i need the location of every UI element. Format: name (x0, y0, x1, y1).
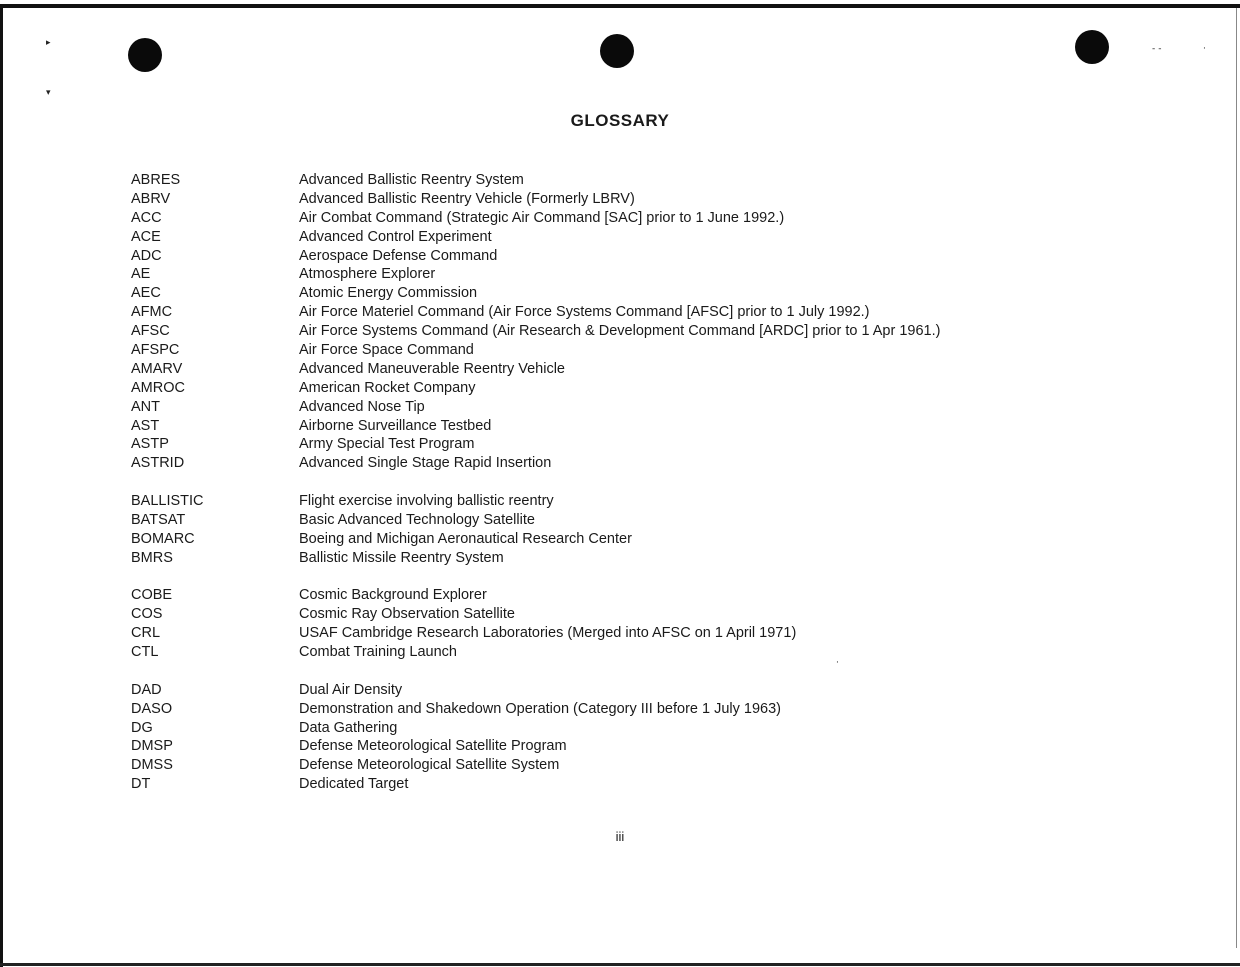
glossary-definition: Flight exercise involving ballistic reentry (299, 493, 554, 510)
glossary-abbreviation: BMRS (131, 549, 173, 566)
glossary-definition: Air Force Systems Command (Air Research & Development Command [ARDC] prior to 1 Apr 1961.) (299, 323, 941, 340)
glossary-entry (131, 228, 1131, 247)
glossary-definition: Aerospace Defense Command (299, 247, 498, 264)
glossary-entry (131, 737, 1131, 756)
glossary-definition: Advanced Ballistic Reentry System (299, 172, 524, 188)
page-title: GLOSSARY (570, 111, 670, 130)
glossary-definition: Atmosphere Explorer (299, 266, 436, 283)
punch-hole-center (600, 34, 634, 68)
punch-hole-right (1075, 30, 1109, 64)
page-number: iii (615, 829, 625, 844)
glossary-entry (131, 303, 1131, 322)
glossary-definition: Advanced Nose Tip (299, 398, 425, 415)
glossary-abbreviation: AFSPC (131, 342, 180, 359)
page-border-bottom (0, 963, 1240, 966)
glossary-definition: American Rocket Company (299, 379, 476, 396)
glossary-definition: Advanced Ballistic Reentry Vehicle (Formerly LBRV) (299, 190, 635, 207)
glossary-entry (131, 756, 1131, 775)
glossary-group (131, 171, 1131, 473)
glossary-entry (131, 360, 1131, 379)
glossary-definition: Advanced Maneuverable Reentry Vehicle (299, 360, 565, 377)
glossary-entry (131, 209, 1131, 228)
page-border-top (0, 4, 1240, 8)
glossary-definition: Advanced Single Stage Rapid Insertion (299, 455, 552, 472)
glossary-abbreviation: AST (131, 417, 160, 434)
glossary-abbreviation: DG (131, 719, 153, 736)
glossary-definition: Defense Meteorological Satellite System (299, 757, 560, 774)
glossary-entry (131, 322, 1131, 341)
glossary-abbreviation: DMSP (131, 738, 173, 755)
glossary-definition: Ballistic Missile Reentry System (299, 549, 504, 566)
glossary-entry (131, 700, 1131, 719)
glossary-definition: Cosmic Ray Observation Satellite (299, 606, 515, 623)
glossary-abbreviation: ASTRID (131, 455, 185, 472)
glossary-entry (131, 379, 1131, 398)
glossary-definition: Cosmic Background Explorer (299, 587, 487, 604)
glossary-definition: Advanced Control Experiment (299, 228, 492, 245)
glossary-entry (131, 190, 1131, 209)
scan-mark: · (836, 658, 839, 668)
glossary-abbreviation: AEC (131, 285, 161, 302)
glossary-definition: Army Special Test Program (299, 436, 475, 453)
glossary-entry (131, 284, 1131, 303)
glossary-abbreviation: CRL (131, 625, 161, 642)
scan-mark: · (1203, 44, 1206, 54)
glossary-group (131, 586, 1131, 662)
glossary-entry (131, 171, 1131, 190)
glossary-abbreviation: ABRV (131, 190, 171, 207)
glossary-entry (131, 624, 1131, 643)
glossary-abbreviation: BOMARC (131, 530, 195, 547)
glossary-definition: Boeing and Michigan Aeronautical Research Center (299, 530, 632, 547)
glossary-definition: Airborne Surveillance Testbed (299, 417, 492, 434)
glossary-abbreviation: AE (131, 266, 151, 283)
glossary-abbreviation: AFMC (131, 304, 173, 321)
glossary-entry (131, 549, 1131, 568)
glossary-entry (131, 719, 1131, 738)
glossary-abbreviation: ACC (131, 209, 162, 226)
glossary-entry (131, 265, 1131, 284)
glossary-definition: Demonstration and Shakedown Operation (Category III before 1 July 1963) (299, 700, 781, 717)
glossary-entry (131, 341, 1131, 360)
glossary-entry (131, 435, 1131, 454)
glossary-abbreviation: ADC (131, 247, 162, 264)
glossary-abbreviation: ANT (131, 398, 160, 415)
glossary-abbreviation: DMSS (131, 757, 173, 774)
glossary-definition: USAF Cambridge Research Laboratories (Merged into AFSC on 1 April 1971) (299, 625, 797, 642)
glossary-entry (131, 398, 1131, 417)
glossary-abbreviation: CTL (131, 644, 159, 661)
glossary-list (131, 171, 1131, 813)
glossary-entry (131, 681, 1131, 700)
punch-hole-left (128, 38, 162, 72)
glossary-entry (131, 454, 1131, 473)
glossary-entry (131, 586, 1131, 605)
glossary-definition: Atomic Energy Commission (299, 285, 478, 302)
glossary-group (131, 492, 1131, 568)
glossary-abbreviation: DT (131, 776, 151, 793)
glossary-entry (131, 417, 1131, 436)
glossary-definition: Air Force Space Command (299, 342, 474, 359)
glossary-abbreviation: AMROC (131, 379, 185, 396)
glossary-entry (131, 643, 1131, 662)
glossary-definition: Combat Training Launch (299, 644, 457, 661)
page-border-left (0, 4, 3, 967)
scan-mark: ▸ (46, 38, 51, 48)
scan-mark: ‐‐ (1152, 44, 1165, 54)
glossary-entry (131, 605, 1131, 624)
glossary-group (131, 681, 1131, 794)
glossary-abbreviation: COBE (131, 587, 173, 604)
glossary-entry (131, 492, 1131, 511)
glossary-definition: Defense Meteorological Satellite Program (299, 738, 567, 755)
glossary-definition: Air Force Materiel Command (Air Force Systems Command [AFSC] prior to 1 July 1992.) (299, 304, 870, 321)
glossary-abbreviation: DASO (131, 700, 173, 717)
glossary-definition: Dual Air Density (299, 681, 403, 698)
glossary-abbreviation: ACE (131, 228, 161, 245)
glossary-entry (131, 511, 1131, 530)
glossary-definition: Air Combat Command (Strategic Air Command [SAC] prior to 1 June 1992.) (299, 209, 785, 226)
glossary-abbreviation: ABRES (131, 172, 181, 188)
page-border-right (1236, 8, 1237, 948)
scan-mark: ▾ (46, 88, 51, 98)
glossary-abbreviation: AMARV (131, 360, 183, 377)
glossary-entry (131, 775, 1131, 794)
glossary-abbreviation: COS (131, 606, 163, 623)
glossary-definition: Data Gathering (299, 719, 398, 736)
glossary-abbreviation: BATSAT (131, 511, 186, 528)
glossary-entry (131, 247, 1131, 266)
glossary-definition: Basic Advanced Technology Satellite (299, 511, 535, 528)
glossary-abbreviation: BALLISTIC (131, 493, 204, 510)
glossary-entry (131, 530, 1131, 549)
glossary-abbreviation: ASTP (131, 436, 169, 453)
glossary-abbreviation: AFSC (131, 323, 170, 340)
glossary-abbreviation: DAD (131, 681, 162, 698)
glossary-definition: Dedicated Target (299, 776, 409, 793)
